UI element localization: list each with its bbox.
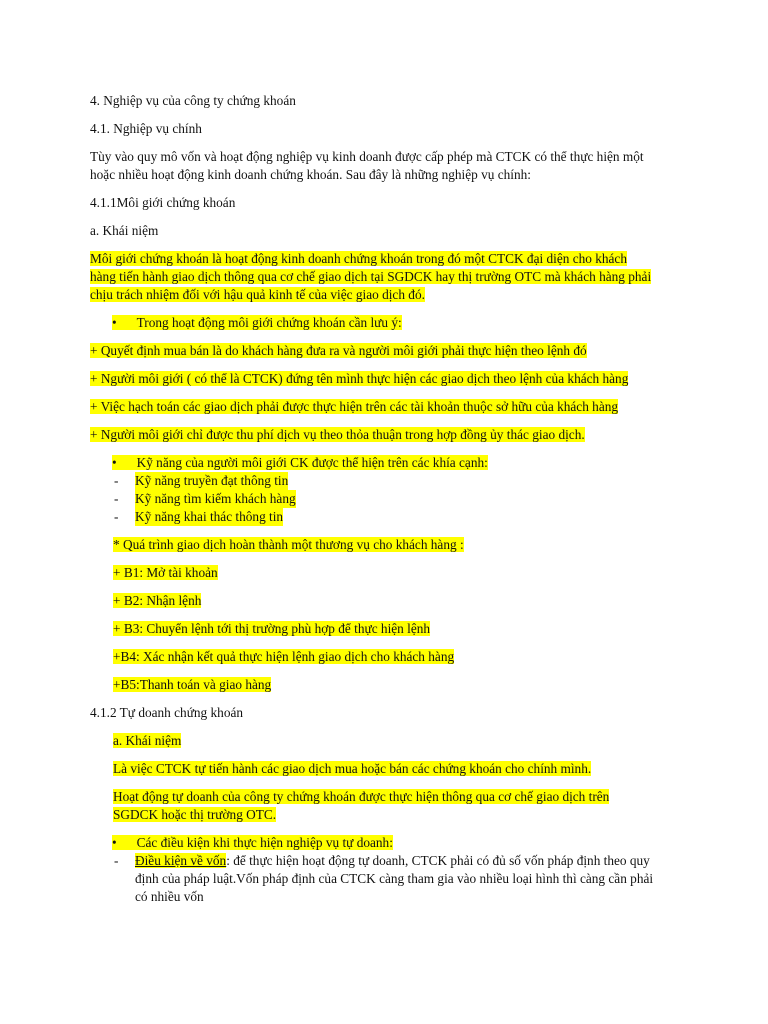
moigioi-definition-line-1 bbox=[90, 250, 627, 268]
highlighted-text: Môi giới chứng khoán là hoạt động kinh doanh chứng khoán trong đó một CTCK đại diện cho khách bbox=[90, 251, 627, 266]
skill-text: Kỹ năng tìm kiếm khách hàng bbox=[135, 491, 296, 506]
highlighted-text: + Quyết định mua bán là do khách hàng đưa ra và người môi giới phải thực hiện theo lệnh đó bbox=[90, 343, 587, 358]
note-1 bbox=[90, 342, 587, 360]
step-item bbox=[113, 592, 201, 610]
highlighted-text: + Người môi giới chỉ được thu phí dịch vụ theo thỏa thuận trong hợp đồng ủy thác giao dịch. bbox=[90, 427, 585, 442]
tudoanh-definition bbox=[113, 760, 591, 778]
bullet-luu-y bbox=[112, 314, 402, 332]
dash-marker: - bbox=[114, 473, 119, 488]
bullet-icon: • bbox=[112, 835, 117, 850]
bullet-dieu-kien bbox=[112, 834, 393, 852]
note-2 bbox=[90, 370, 628, 388]
skill-text: Kỹ năng khai thác thông tin bbox=[135, 509, 284, 524]
dieu-kien-von-line-3: có nhiều vốn bbox=[135, 889, 204, 904]
bullet-icon: • bbox=[112, 455, 117, 470]
highlighted-text: a. Khái niệm bbox=[113, 733, 182, 748]
highlighted-text: SGDCK hoặc thị trường OTC. bbox=[113, 807, 277, 822]
subheading-khai-niem-a: a. Khái niệm bbox=[90, 223, 159, 238]
intro-line-1: Tùy vào quy mô vốn và hoạt động nghiệp vụ kinh doanh được cấp phép mà CTCK có thể thực hiện một bbox=[90, 149, 644, 164]
step-item bbox=[113, 564, 218, 582]
bullet-icon: • bbox=[112, 315, 117, 330]
heading-4: 4. Nghiệp vụ của công ty chứng khoán bbox=[90, 93, 296, 108]
heading-4-1: 4.1. Nghiệp vụ chính bbox=[90, 121, 202, 136]
step-text: +B5:Thanh toán và giao hàng bbox=[113, 677, 272, 692]
dieu-kien-von-line-2: định của pháp luật.Vốn pháp định của CTCK càng tham gia vào nhiều loại hình thì càng cần phải bbox=[135, 871, 654, 886]
process-title bbox=[113, 536, 464, 554]
step-item bbox=[113, 676, 271, 694]
skill-item bbox=[114, 472, 289, 490]
step-text: +B4: Xác nhận kết quả thực hiện lệnh giao dịch cho khách hàng bbox=[113, 649, 455, 664]
highlighted-text: + Người môi giới ( có thể là CTCK) đứng tên mình thực hiện các giao dịch theo lệnh của khách hàng bbox=[90, 371, 629, 386]
bullet-text: Kỹ năng của người môi giới CK được thể hiện trên các khía cạnh: bbox=[136, 455, 488, 470]
step-text: + B3: Chuyển lệnh tới thị trường phù hợp để thực hiện lệnh bbox=[113, 621, 431, 636]
note-3 bbox=[90, 398, 618, 416]
highlighted-text: Là việc CTCK tự tiến hành các giao dịch mua hoặc bán các chứng khoán cho chính mình. bbox=[113, 761, 592, 776]
step-item bbox=[113, 648, 454, 666]
highlighted-text: + Việc hạch toán các giao dịch phải được thực hiện trên các tài khoản thuộc sở hữu của khách hàng bbox=[90, 399, 619, 414]
highlighted-text: * Quá trình giao dịch hoàn thành một thương vụ cho khách hàng : bbox=[113, 537, 464, 552]
bullet-ky-nang bbox=[112, 454, 488, 472]
highlighted-text: hàng tiến hành giao dịch thông qua cơ chế giao dịch tại SGDCK hay thị trường OTC mà khách hàng phải bbox=[90, 269, 652, 284]
step-item bbox=[113, 620, 430, 638]
dieu-kien-von-item bbox=[114, 852, 650, 870]
highlighted-text: chịu trách nhiệm đối với hậu quả kinh tế của việc giao dịch đó. bbox=[90, 287, 425, 302]
dash-marker: - bbox=[114, 509, 119, 524]
bullet-text: Các điều kiện khi thực hiện nghiệp vụ tự doanh: bbox=[136, 835, 393, 850]
moigioi-definition-line-2 bbox=[90, 268, 651, 286]
dieu-kien-von-label: Điều kiện về vốn bbox=[135, 853, 227, 868]
subheading-khai-niem-b bbox=[113, 732, 181, 750]
dieu-kien-von-text: : để thực hiện hoạt động tự doanh, CTCK phải có đủ số vốn pháp định theo quy bbox=[226, 853, 650, 868]
dash-marker: - bbox=[114, 491, 119, 506]
heading-4-1-2: 4.1.2 Tự doanh chứng khoán bbox=[90, 705, 244, 720]
skill-text: Kỹ năng truyền đạt thông tin bbox=[135, 473, 289, 488]
intro-line-2: hoặc nhiều hoạt động kinh doanh chứng khoán. Sau đây là những nghiệp vụ chính: bbox=[90, 167, 531, 182]
moigioi-definition-line-3 bbox=[90, 286, 425, 304]
skill-item bbox=[114, 490, 296, 508]
skill-item bbox=[114, 508, 284, 526]
bullet-text: Trong hoạt động môi giới chứng khoán cần lưu ý: bbox=[136, 315, 402, 330]
heading-4-1-1: 4.1.1Môi giới chứng khoán bbox=[90, 195, 236, 210]
step-text: + B2: Nhận lệnh bbox=[113, 593, 202, 608]
dash-marker: - bbox=[114, 853, 119, 868]
step-text: + B1: Mở tài khoản bbox=[113, 565, 218, 580]
tudoanh-line-1 bbox=[113, 788, 609, 806]
note-4 bbox=[90, 426, 585, 444]
tudoanh-line-2 bbox=[113, 806, 276, 824]
highlighted-text: Hoạt động tự doanh của công ty chứng khoán được thực hiện thông qua cơ chế giao dịch trên bbox=[113, 789, 610, 804]
